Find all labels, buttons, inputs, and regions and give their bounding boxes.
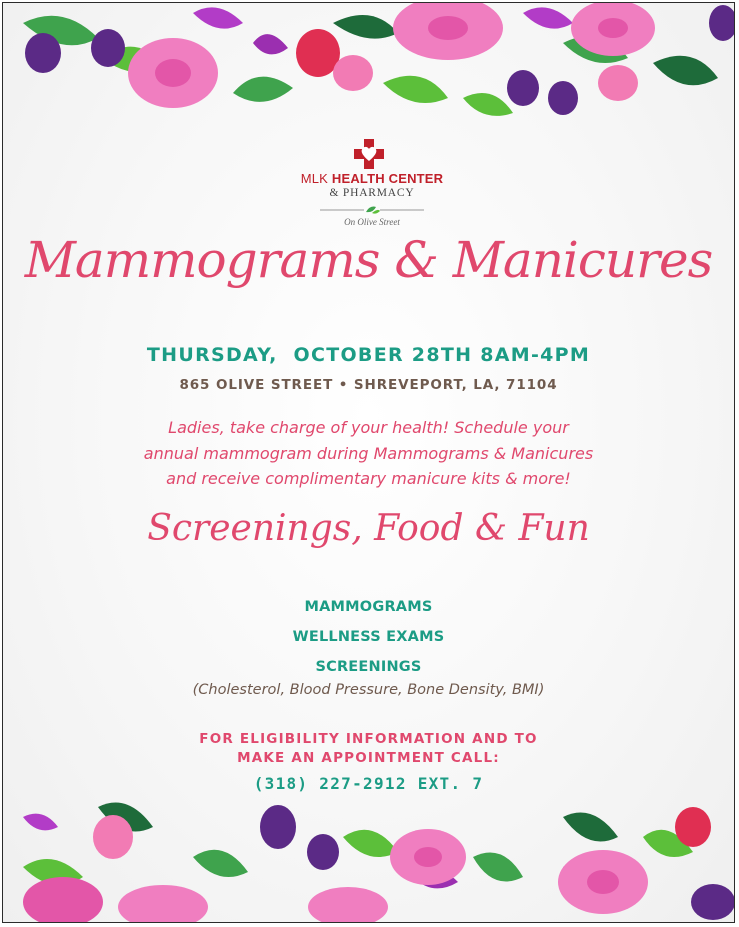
event-date-time: THURSDAY, OCTOBER 28TH 8AM-4PM [146,344,591,366]
intro-line: annual mammogram during Mammograms & Manicures [143,443,594,463]
floral-border-bottom [3,797,734,922]
mlk-logo [292,139,452,235]
leaf-divider-icon [320,205,424,215]
contact-line: FOR ELIGIBILITY INFORMATION AND TO [199,731,538,747]
service-item: MAMMOGRAMS [304,599,433,615]
flyer [2,2,735,923]
contact-line: MAKE AN APPOINTMENT CALL: [237,750,500,766]
event-title: Mammograms & Manicures [24,231,713,289]
intro-paragraph [73,415,664,492]
screenings-note: (Cholesterol, Blood Pressure, Bone Density, BMI) [192,682,545,698]
intro-line: and receive complimentary manicure kits & more! [166,469,571,488]
logo-name [292,171,452,186]
service-item: SCREENINGS [315,659,422,675]
logo-tagline: On Olive Street [344,217,400,227]
contact-instructions [3,730,734,768]
subtitle: Screenings, Food & Fun [147,508,590,549]
phone-number[interactable]: (318) 227-2912 EXT. 7 [253,774,484,793]
floral-border-top [3,3,734,143]
logo-pharmacy: & PHARMACY [329,187,415,199]
event-address: 865 OLIVE STREET • SHREVEPORT, LA, 71104 [179,377,558,393]
services-list [3,592,734,682]
logo-name-bold: HEALTH CENTER [331,171,444,186]
red-cross-heart-icon [354,139,384,169]
intro-line: Ladies, take charge of your health! Schedule your [168,418,569,437]
logo-name-light: MLK [300,171,332,186]
service-item: WELLNESS EXAMS [292,629,445,645]
